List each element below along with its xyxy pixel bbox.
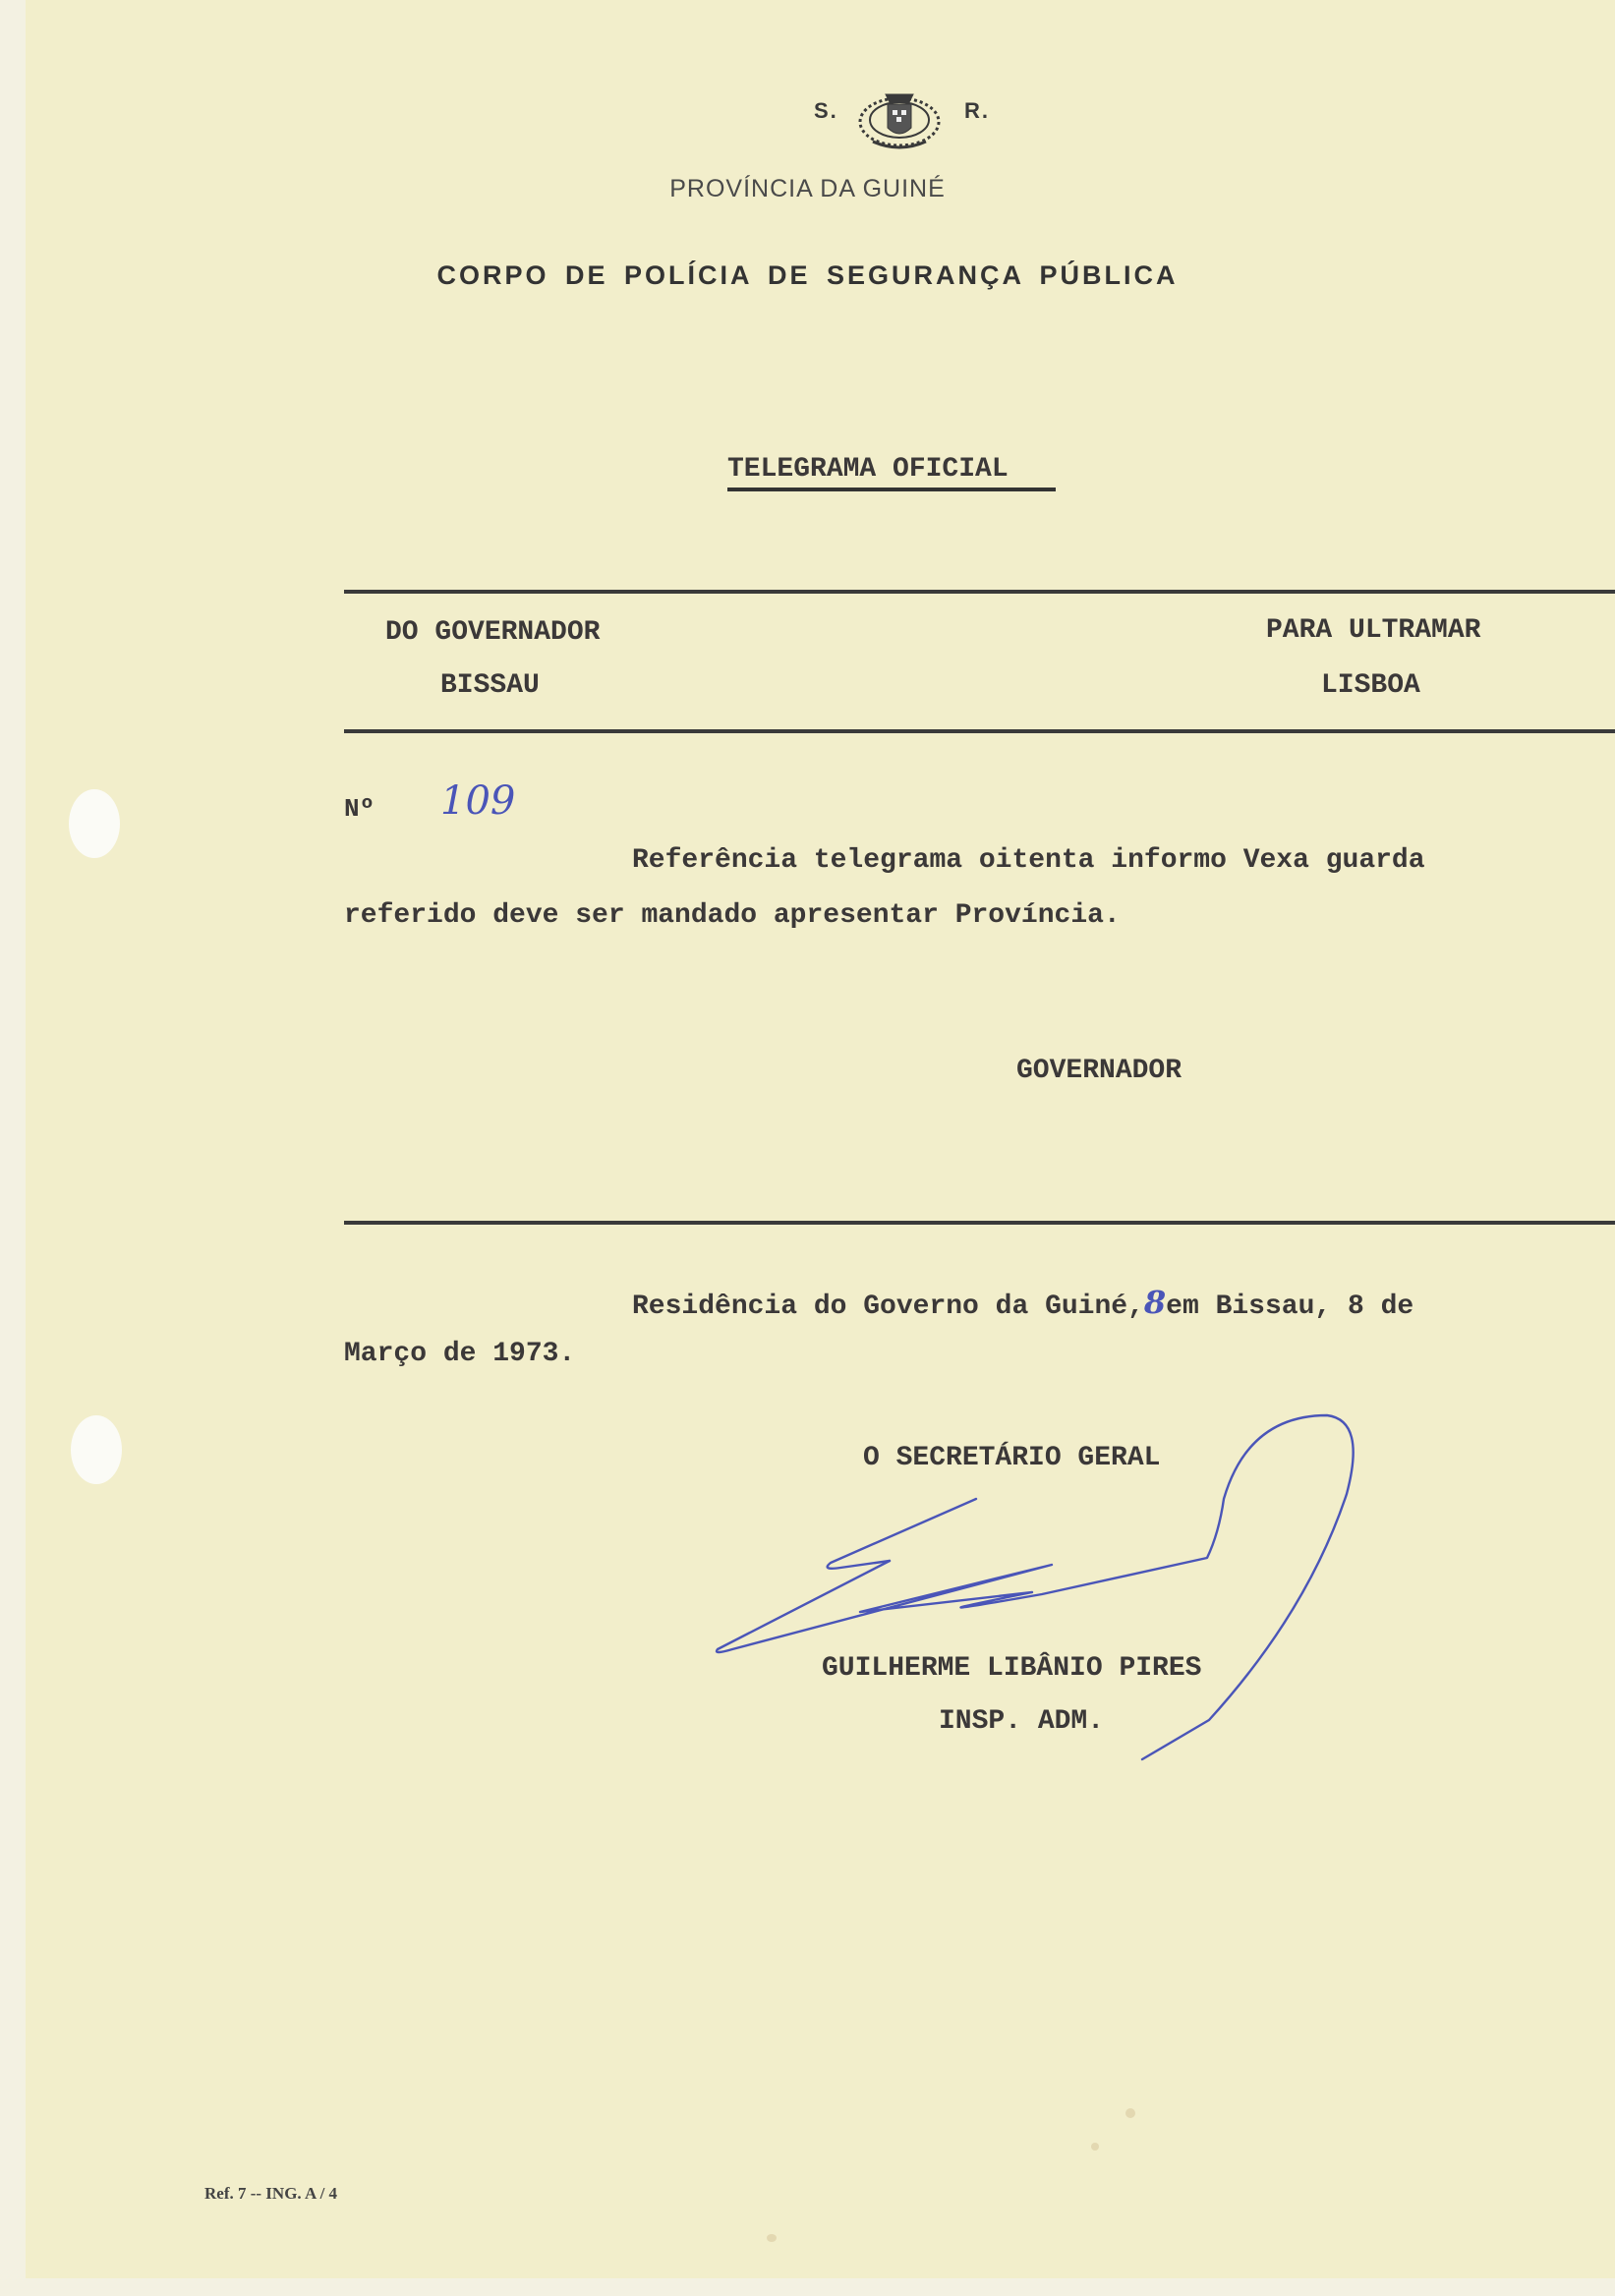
place-date-text-b: em Bissau, 8 de <box>1166 1292 1414 1322</box>
document-title: TELEGRAMA OFICIAL <box>727 454 1009 485</box>
to-line1: PARA ULTRAMAR <box>1266 615 1481 646</box>
r-mark: R. <box>964 98 990 123</box>
signer-name: GUILHERME LIBÂNIO PIRES <box>822 1653 1202 1684</box>
signer-role: INSP. ADM. <box>939 1706 1105 1737</box>
governor-signature-label: GOVERNADOR <box>1016 1056 1182 1086</box>
footer-reference: Ref. 7 -- ING. A / 4 <box>204 2184 338 2203</box>
handwritten-day: 8 <box>1143 1284 1167 1321</box>
number-label: Nº <box>344 794 375 824</box>
s-mark: S. <box>814 98 838 123</box>
place-date-text-a: Residência do Governo da Guiné, <box>632 1292 1144 1322</box>
from-line2: BISSAU <box>440 670 540 701</box>
body-line-2: referido deve ser mandado apresentar Província. <box>344 900 1121 931</box>
place-date-line-2: Março de 1973. <box>344 1339 576 1369</box>
from-line1: DO GOVERNADOR <box>385 617 601 648</box>
province-name: PROVÍNCIA DA GUINÉ <box>669 175 946 202</box>
to-line2: LISBOA <box>1321 670 1420 701</box>
corps-name: CORPO DE POLÍCIA DE SEGURANÇA PÚBLICA <box>436 260 1179 290</box>
secretary-title: O SECRETÁRIO GERAL <box>863 1443 1161 1473</box>
body-line-1: Referência telegrama oitenta informo Vexa guarda <box>632 845 1425 876</box>
handwritten-number: 109 <box>440 778 516 824</box>
